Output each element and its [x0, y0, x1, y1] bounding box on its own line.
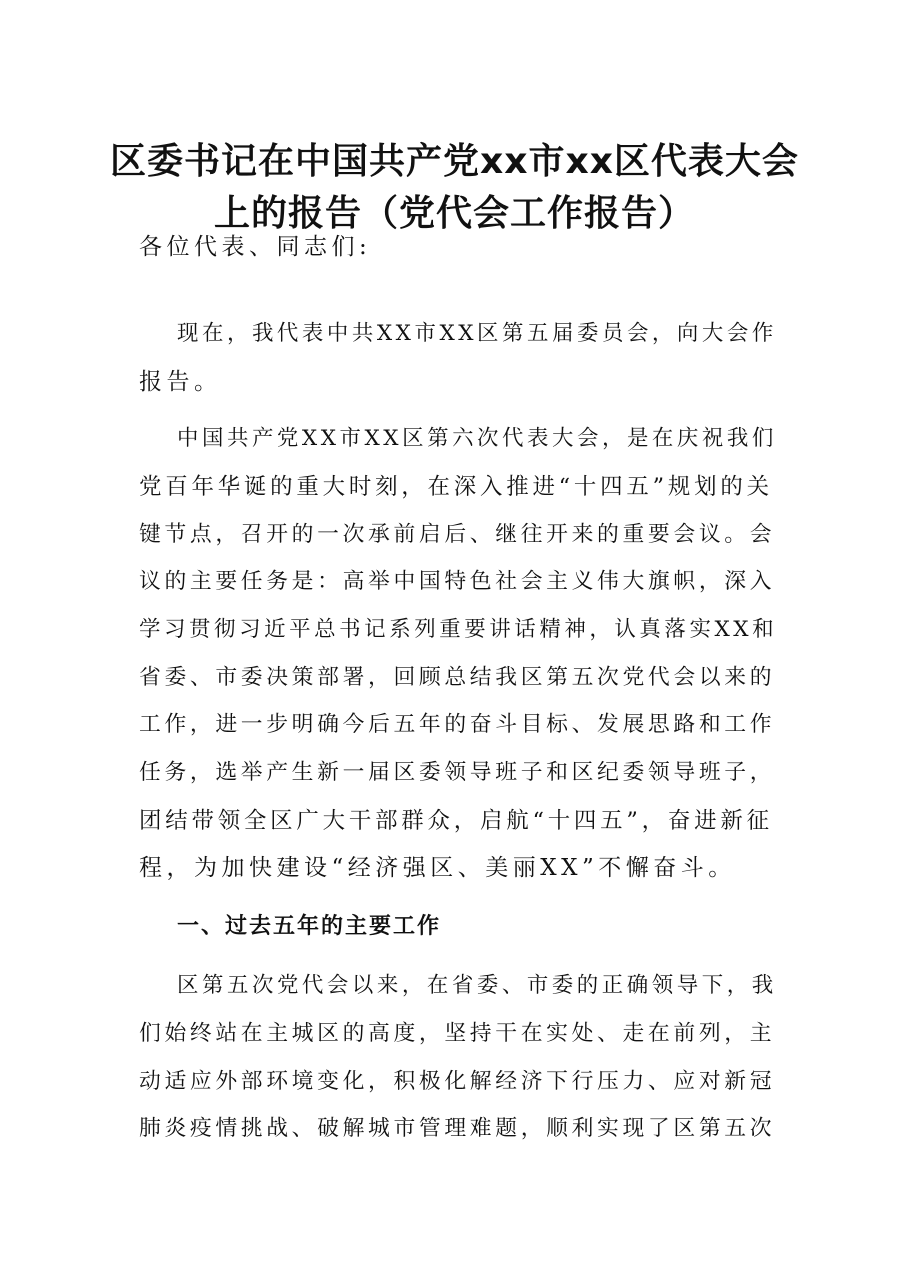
- title-line-1: 区委书记在中国共产党xx市xx区代表大会: [110, 141, 799, 182]
- paragraph-2-line-6: 省委、市委决策部署，回顾总结我区第五次党代会以来的: [139, 665, 776, 690]
- paragraph-3-line-1: 区第五次党代会以来，在省委、市委的正确领导下，我: [177, 973, 777, 998]
- section-heading: 一、过去五年的主要工作: [177, 914, 442, 939]
- paragraph-2-line-7: 工作，进一步明确今后五年的奋斗目标、发展思路和工作: [139, 712, 776, 737]
- title-line-2: 上的报告（党代会工作报告）: [213, 193, 695, 234]
- paragraph-1-line-1: 现在，我代表中共XX市XX区第五届委员会，向大会作: [177, 321, 777, 346]
- salutation: 各位代表、同志们:: [139, 234, 372, 260]
- document-title: [100, 136, 809, 240]
- paragraph-2-line-5: 学习贯彻习近平总书记系列重要讲话精神，认真落实XX和: [139, 617, 778, 642]
- paragraph-1-line-2: 报告。: [139, 369, 222, 395]
- paragraph-2-line-3: 键节点，召开的一次承前启后、继往开来的重要会议。会: [139, 522, 776, 547]
- paragraph-3-line-4: 肺炎疫情挑战、破解城市管理难题，顺利实现了区第五次: [139, 1116, 776, 1141]
- paragraph-2-line-4: 议的主要任务是：高举中国特色社会主义伟大旗帜，深入: [139, 569, 776, 594]
- paragraph-2-line-2: 党百年华诞的重大时刻，在深入推进“十四五”规划的关: [139, 474, 773, 500]
- paragraph-2-line-1: 中国共产党XX市XX区第六次代表大会，是在庆祝我们: [177, 426, 777, 451]
- paragraph-3-line-2: 们始终站在主城区的高度，坚持干在实处、走在前列，主: [139, 1021, 776, 1046]
- paragraph-2-line-9: 团结带领全区广大干部群众，启航“十四五”，奋进新征: [139, 808, 773, 834]
- paragraph-2-line-10: 程，为加快建设“经济强区、美丽XX”不懈奋斗。: [139, 855, 736, 881]
- paragraph-2-line-8: 任务，选举产生新一届区委领导班子和区纪委领导班子，: [139, 760, 776, 785]
- paragraph-3-line-3: 动适应外部环境变化，积极化解经济下行压力、应对新冠: [139, 1069, 776, 1094]
